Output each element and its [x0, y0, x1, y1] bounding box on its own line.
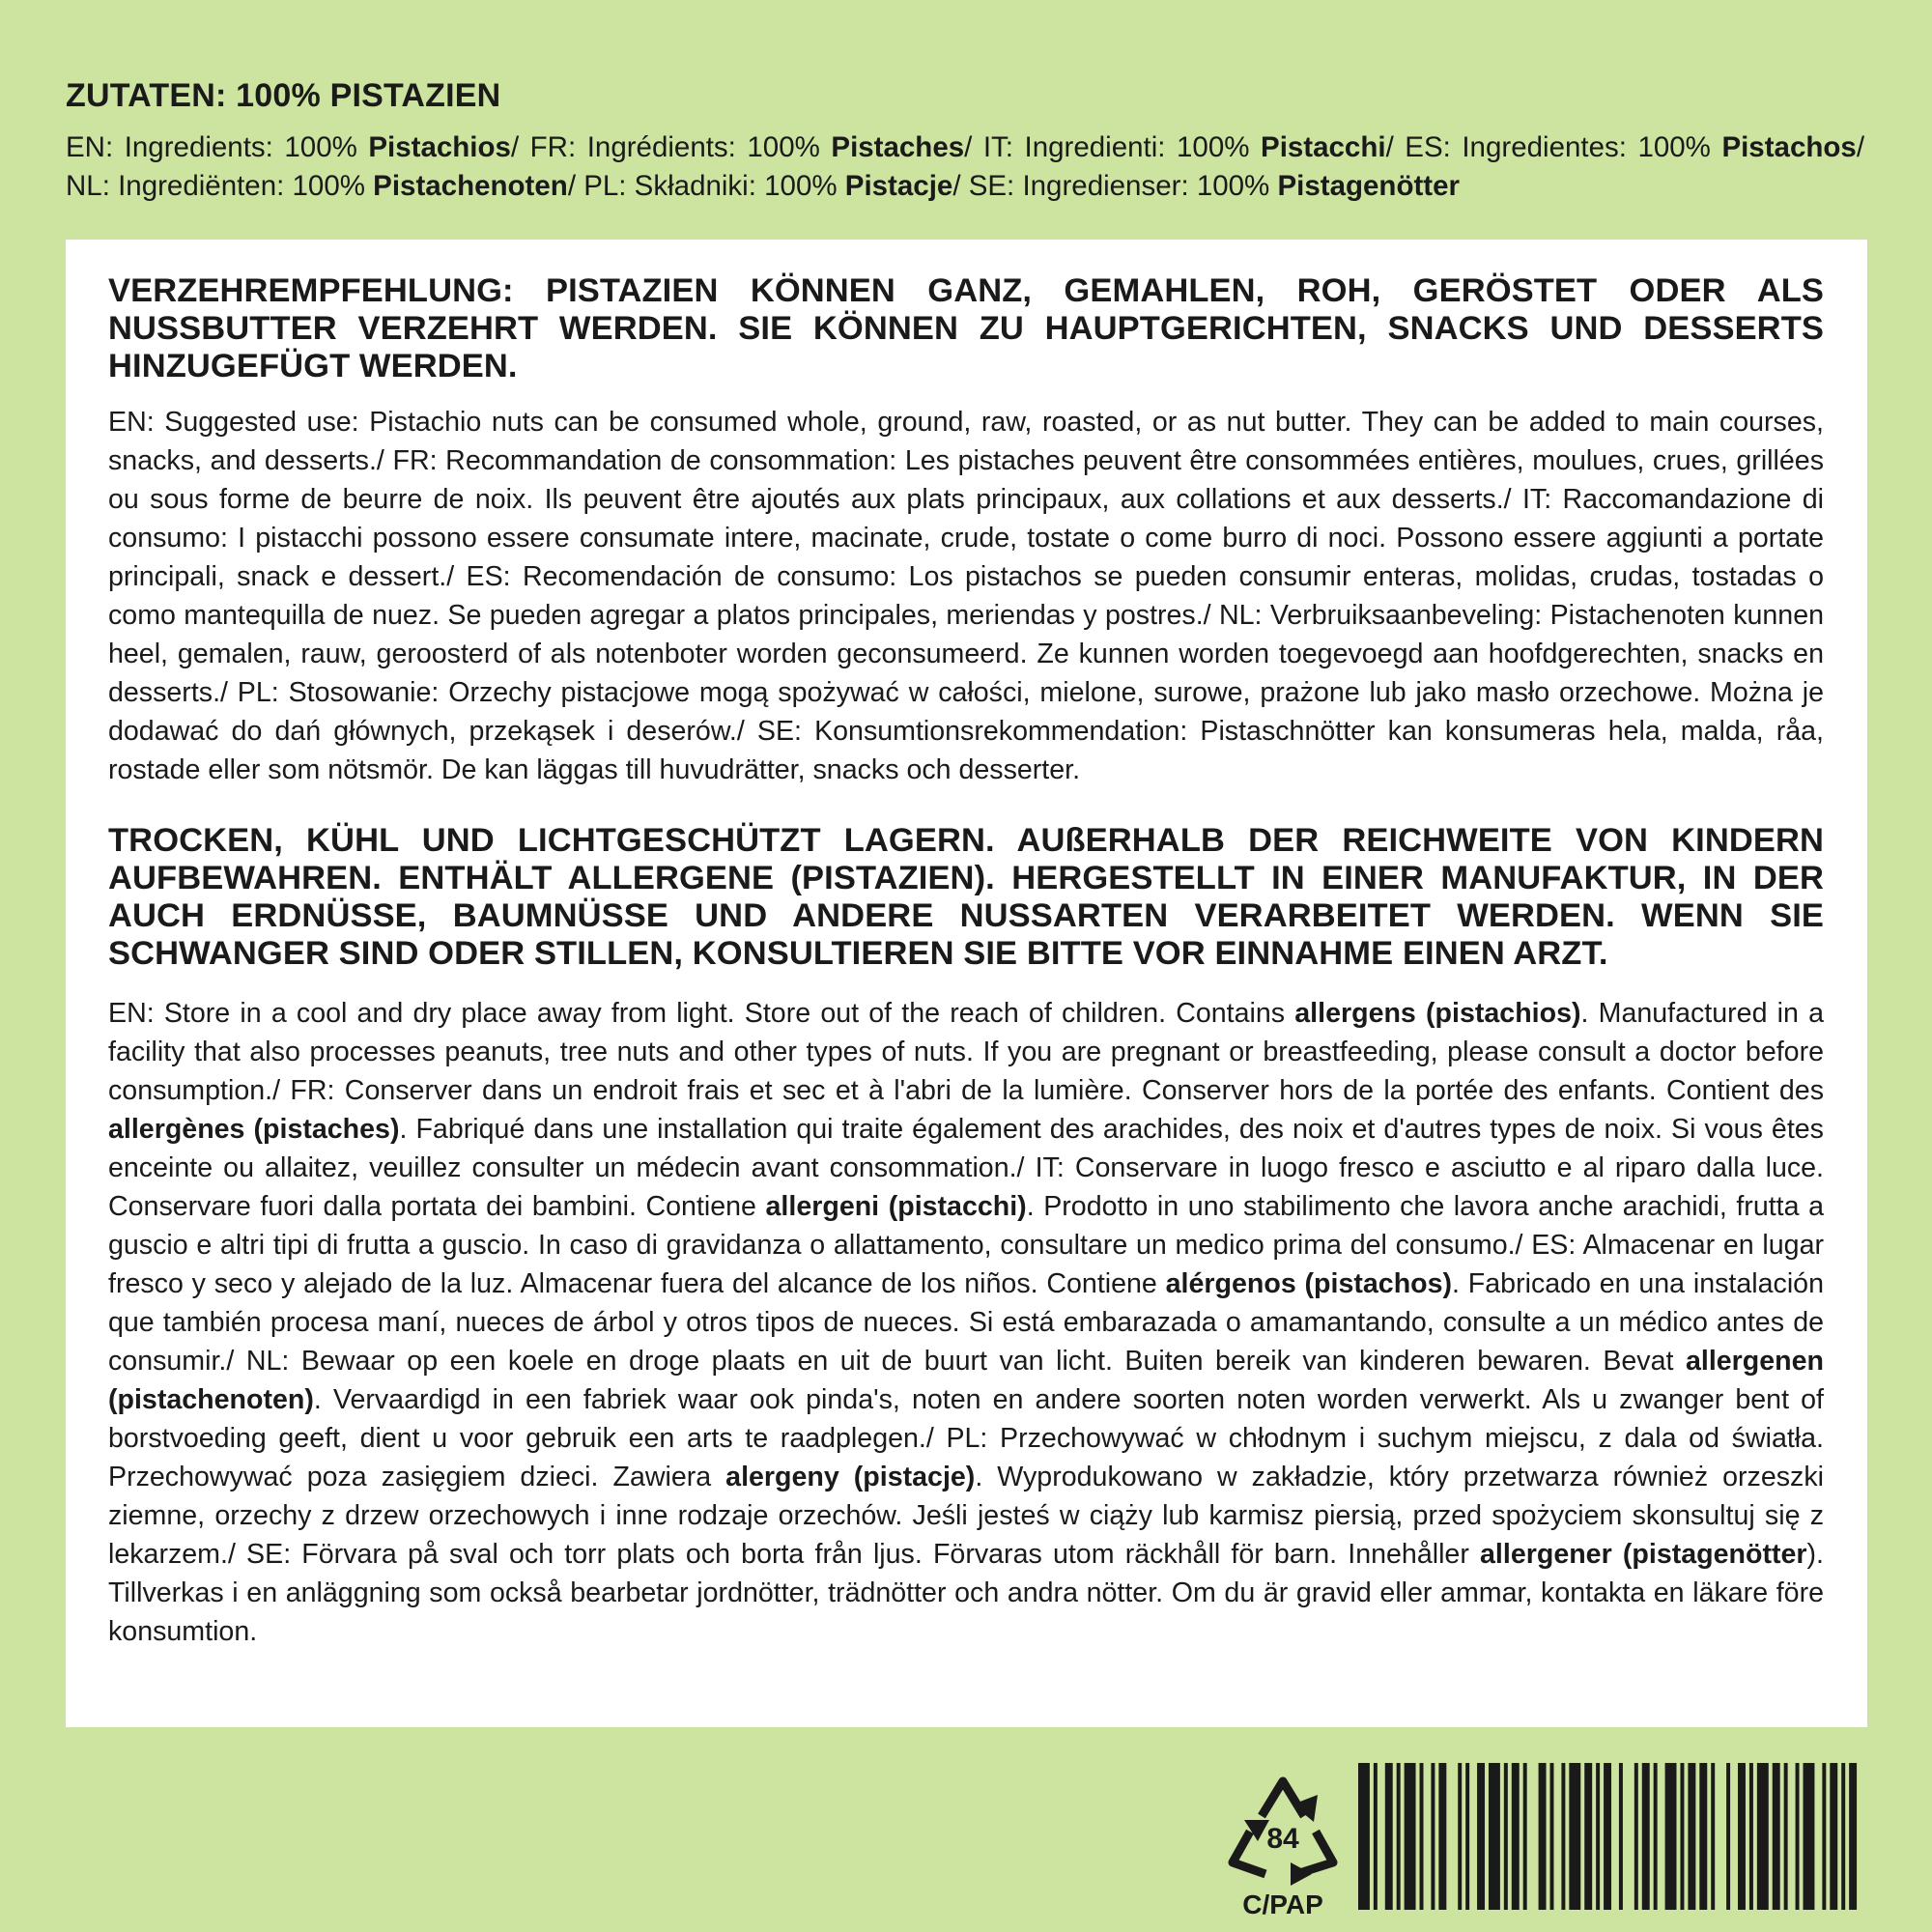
text-run: . Fabricado en una instalación que también procesa maní, nueces de árbol y otros tipos de nueces. Si está embarazada o amamantando, consulte a un médico antes de consumir./ NL: Bewaar op een koele en droge plaats en uit de buurt van licht. Buiten bereik van kinderen bewaren. Bevat — [108, 1268, 1824, 1377]
text-run: . Vervaardigd in een fabriek waar ook pinda's, noten en andere soorten noten worden verwerkt. Als u zwanger bent of borstvoeding geeft, dient u voor gebruik een arts te raadplegen./ PL: Przechowywać w chłodnym i suchym miejscu, z dala od światła. Przechowywać poza zasięgiem dzieci. Zawiera — [108, 1384, 1824, 1492]
bold-term: allergeni (pistacchi) — [765, 1191, 1027, 1222]
barcode-bar — [1634, 1763, 1638, 1910]
text-run: ). Tillverkas i en anläggning som också bearbetar jordnötter, trädnötter och andra nötter. Om du är gravid eller ammar, kontakta en läkare före konsumtion. — [108, 1539, 1824, 1647]
barcode-bar — [1604, 1763, 1611, 1910]
barcode-bar — [1569, 1763, 1580, 1910]
ingredients-section — [66, 77, 1864, 206]
text-run: . Manufactured in a facility that also processes peanuts, tree nuts and other types of nuts. If you are pregnant or breastfeeding, please consult a doctor before consumption./ FR: Conserver dans un endroit frais et sec et à l'abri de la lumière. Conserver hors de la portée des enfants. Contient des — [108, 998, 1825, 1106]
barcode-bar — [1619, 1763, 1623, 1910]
ingredients-translations — [66, 128, 1864, 206]
bold-term: allergènes (pistaches) — [108, 1114, 400, 1145]
barcode-bar — [1804, 1763, 1815, 1910]
barcode-bar — [1385, 1763, 1393, 1910]
barcode-bar — [1711, 1763, 1715, 1910]
bold-term: allergens (pistachios) — [1294, 998, 1581, 1029]
barcode-bar — [1477, 1763, 1485, 1910]
text-run: / PL: Składniki: 100% — [567, 170, 845, 202]
barcode-bar — [1584, 1763, 1592, 1910]
bold-term: alergeny (pistacje) — [725, 1462, 976, 1492]
bold-term: alérgenos (pistachos) — [1165, 1268, 1453, 1299]
barcode-bar — [1431, 1763, 1435, 1910]
barcode-bar — [1504, 1763, 1508, 1910]
barcode-bar — [1420, 1763, 1424, 1910]
barcode-bar — [1550, 1763, 1554, 1910]
barcode-bar — [1654, 1763, 1658, 1910]
recycle-icon — [1215, 1766, 1350, 1920]
bold-term: Pistachos — [1721, 131, 1857, 163]
barcode-bar — [1358, 1763, 1370, 1910]
barcode-bar — [1841, 1763, 1845, 1910]
barcode-bar — [1757, 1763, 1769, 1910]
bold-term: allergener (pistagenötter — [1480, 1539, 1807, 1570]
barcode-bar — [1561, 1763, 1565, 1910]
barcode-bar — [1784, 1763, 1788, 1910]
barcode-bar — [1749, 1763, 1753, 1910]
barcode-bar — [1688, 1763, 1695, 1910]
recycle-triangle-icon — [1215, 1766, 1350, 1891]
barcode-bar — [1397, 1763, 1401, 1910]
barcode-bar — [1796, 1763, 1800, 1910]
barcode-bar — [1465, 1763, 1469, 1910]
barcode-bar — [1830, 1763, 1837, 1910]
barcode-bar — [1489, 1763, 1500, 1910]
recycle-code: 84 — [1266, 1823, 1299, 1855]
storage-heading: TROCKEN, KÜHL UND LICHTGESCHÜTZT LAGERN. AUßERHALB DER REICHWEITE VON KINDERN AUFBEWAHREN. ENTHÄLT ALLERGENE (PISTAZIEN). HERGESTELLT IN EINER MANUFAKTUR, IN DER AUCH ERDNÜSSE, BAUMNÜSSE UND ANDERE NUSSARTEN VERARBEITET WERDEN. WENN SIE SCHWANGER SIND ODER STILLEN, KONSULTIEREN SIE BITTE VOR EINNAHME EINEN ARZT. — [108, 822, 1824, 972]
barcode-icon — [1358, 1763, 1868, 1910]
barcode-bar — [1642, 1763, 1650, 1910]
barcode-bar — [1512, 1763, 1520, 1910]
bold-term: Pistachios — [368, 131, 511, 163]
text-run: . Fabriqué dans une installation qui traite également des arachides, des noix et d'autres types de noix. Si vous êtes enceinte ou allaitez, veuillez consulter un médecin avant consommation./ IT: Conservare in luogo fresco e asciutto e al riparo dalla luce. Conservare fuori dalla portata dei bambini. Contiene — [108, 1114, 1824, 1222]
bold-term: Pistachenoten — [373, 170, 568, 202]
usage-translations: EN: Suggested use: Pistachio nuts can be consumed whole, ground, raw, roasted, or as nut butter. They can be added to main courses, snacks, and desserts./ FR: Recommandation de consommation: Les pistaches peuvent être consommées entières, moulues, crues, grillées ou sous forme de beurre de noix. Ils peuvent être ajoutés aux plats principaux, aux collations et aux desserts./ IT: Raccomandazione di consumo: I pistacchi possono essere consumate intere, macinate, crude, tostate o come burro di noci. Possono essere aggiunti a portate principali, snack e dessert./ ES: Recomendación de consumo: Los pistachos se pueden consumir enteras, molidas, crudas, tostadas o como mantequilla de nuez. Se pueden agregar a platos principales, meriendas y postres./ NL: Verbruiksaanbeveling: Pistachenoten kunnen heel, gemalen, rauw, geroosterd of als notenboter worden geconsumeerd. Ze kunnen worden toegevoegd aan hoofdgerechten, snacks en desserts./ PL: Stosowanie: Orzechy pistacjowe mogą spożywać w całości, mielone, surowe, prażone lub jako masło orzechowe. Można je dodawać do dań głównych, przekąsek i deserów./ SE: Konsumtionsrekommendation: Pistaschnötter kan konsumeras hela, malda, råa, rostade eller som nötsmör. De kan läggas till huvudrätter, snacks och desserter. — [108, 407, 1824, 785]
barcode-bar — [1738, 1763, 1746, 1910]
bold-term: Pistacchi — [1261, 131, 1386, 163]
bold-term: Pistaches — [831, 131, 965, 163]
text-run: . Prodotto in uno stabilimento che lavora anche arachidi, frutta a guscio e altri tipi di frutta a guscio. In caso di gravidanza o allattamento, consultare un medico prima del consumo./ ES: Almacenar en lugar fresco y seco y alejado de la luz. Almacenar fuera del alcance de los niños. Contiene — [108, 1191, 1824, 1299]
bold-term: Pistagenötter — [1277, 170, 1460, 202]
barcode-bar — [1596, 1763, 1600, 1910]
barcode-bar — [1665, 1763, 1677, 1910]
bold-term: Pistacje — [844, 170, 953, 202]
info-panel — [66, 240, 1867, 1727]
barcode-bar — [1523, 1763, 1527, 1910]
text-run: / NL: Ingrediënten: 100% — [66, 131, 1865, 202]
text-run: / ES: Ingredientes: 100% — [1385, 131, 1722, 163]
barcode-bars — [1358, 1763, 1868, 1910]
text-run: EN: Ingredients: 100% — [66, 131, 369, 163]
barcode-bar — [1680, 1763, 1684, 1910]
text-run: / FR: Ingrédients: 100% — [510, 131, 832, 163]
barcode-bar — [1374, 1763, 1378, 1910]
ingredients-title: ZUTATEN: 100% PISTAZIEN — [66, 77, 501, 114]
text-run: / SE: Ingredienser: 100% — [952, 170, 1278, 202]
storage-translations — [108, 994, 1824, 1651]
barcode-bar — [1539, 1763, 1547, 1910]
barcode-bar — [1849, 1763, 1857, 1910]
text-run: / IT: Ingredienti: 100% — [964, 131, 1262, 163]
barcode-bar — [1405, 1763, 1416, 1910]
text-run: . Wyprodukowano w zakładzie, który przetwarza również orzeszki ziemne, orzechy z drzew orzechowych i inne rodzaje orzechów. Jeśli jesteś w ciąży lub karmisz piersią, przed spożyciem skonsultuj się z lekarzem./ SE: Förvara på sval och torr plats och borta från ljus. Förvaras utom räckhåll för barn. Innehåller — [108, 1462, 1824, 1570]
text-run: EN: Store in a cool and dry place away from light. Store out of the reach of children. Contains — [108, 998, 1295, 1029]
barcode-bar — [1773, 1763, 1780, 1910]
barcode-bar — [1699, 1763, 1707, 1910]
barcode-bar — [1822, 1763, 1826, 1910]
recycle-material-label: C/PAP — [1242, 1889, 1323, 1919]
barcode-bar — [1726, 1763, 1730, 1910]
barcode-bar — [1458, 1763, 1462, 1910]
bold-term: allergenen (pistachenoten) — [108, 1346, 1824, 1415]
barcode-bar — [1438, 1763, 1446, 1910]
usage-heading: VERZEHREMPFEHLUNG: PISTAZIEN KÖNNEN GANZ, GEMAHLEN, ROH, GERÖSTET ODER ALS NUSSBUTTER VERZEHRT WERDEN. SIE KÖNNEN ZU HAUPTGERICHTEN, SNACKS UND DESSERTS HINZUGEFÜGT WERDEN. — [108, 272, 1824, 384]
